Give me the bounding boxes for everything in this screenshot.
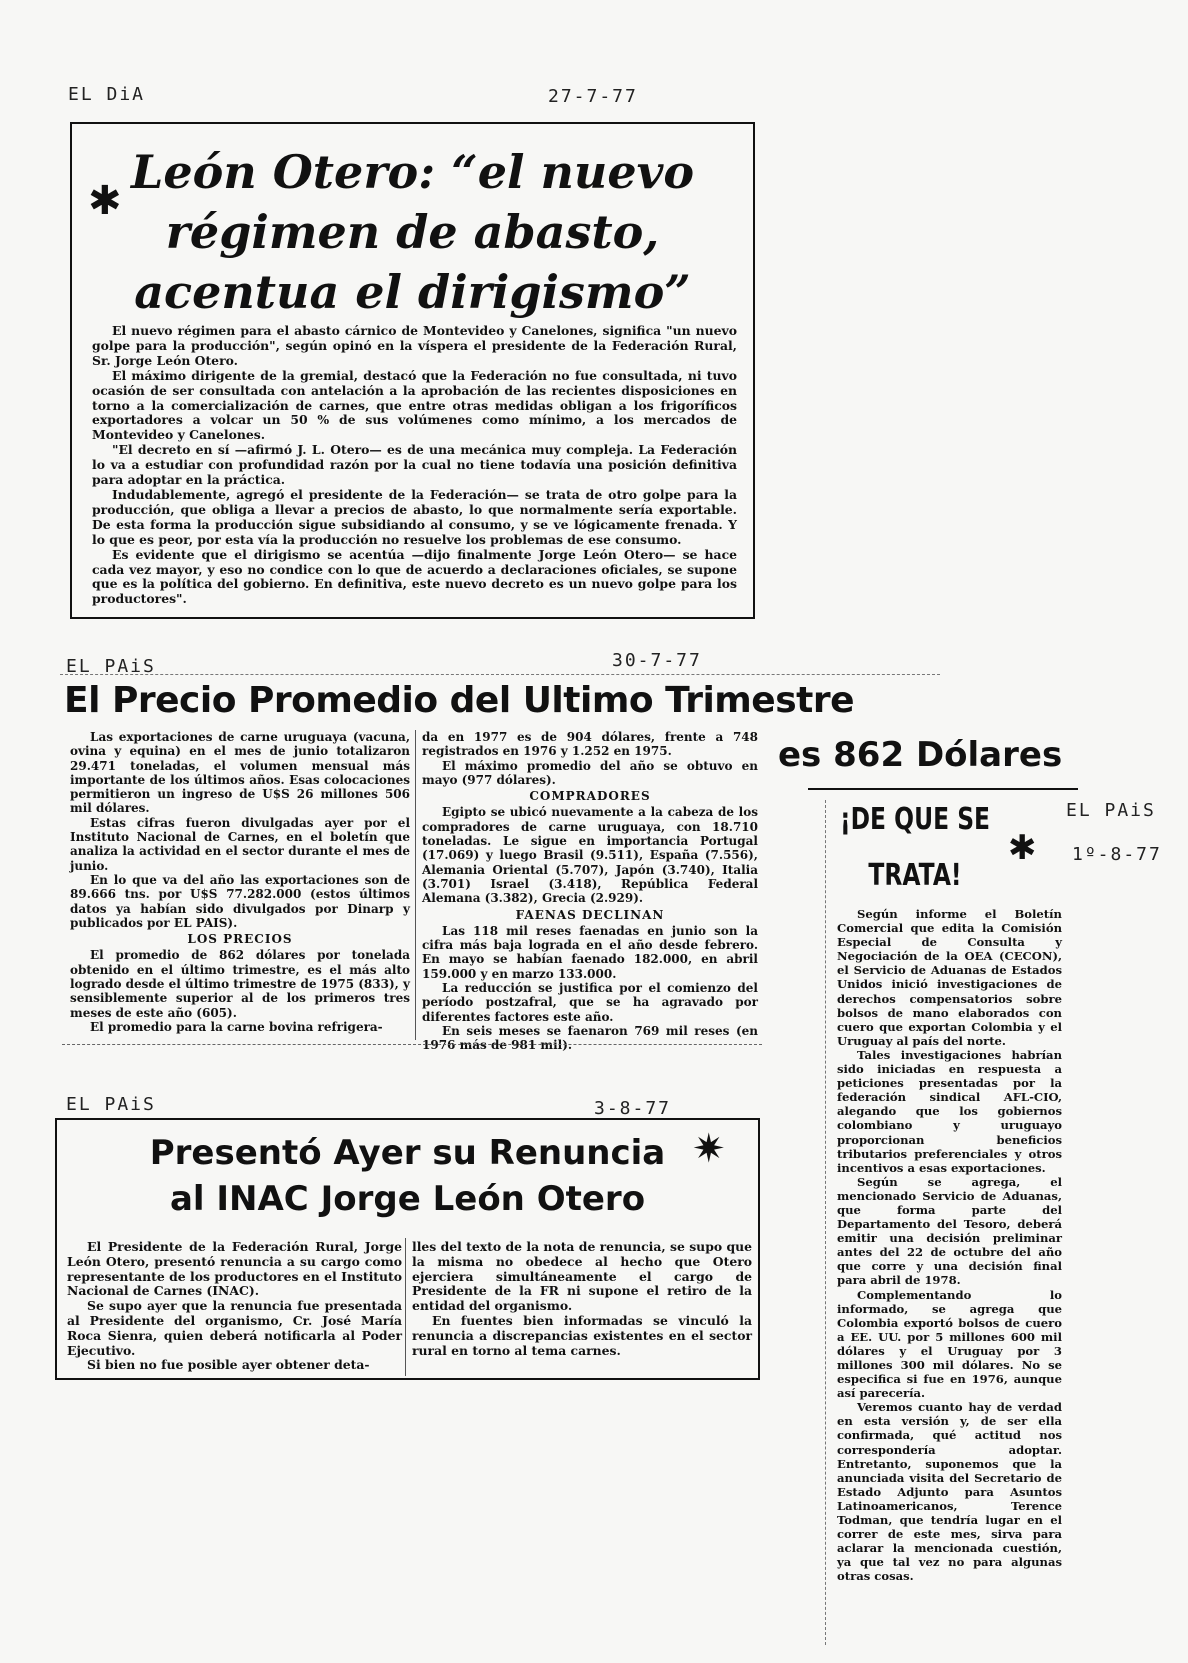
clipping1-body: [92, 324, 737, 607]
asterisk-mark-icon: ✱: [1008, 828, 1037, 868]
clipping1-paragraph: El máximo dirigente de la gremial, destacó que la Federación no fue consultada, ni tuvo ocasión de ser consultada con antelación a la aprobación de las recientes disposiciones en torno a la comercialización de carnes, que entre otras medidas obligan a los frigoríficos exportadores a volcar un 50 % de sus volúmenes como mínimo, a los mercados de Montevideo y Canelones.: [92, 367, 737, 443]
source-label-el-dia: EL DiA: [68, 84, 146, 105]
column-divider: [405, 1238, 406, 1376]
column-divider: [415, 730, 416, 1040]
clipping4-headline: ¡DE QUE SE TRATA!: [839, 802, 991, 893]
date-label-3: 3-8-77: [594, 1098, 672, 1119]
clipping3-column-2: lles del texto de la nota de renuncia, se supo que la misma no obedece al hecho que Otero ejerciera simultáneamente el cargo de Presidente de la FR ni supone el retiro de la entidad del organismo. En fuentes bien informadas se vinculó la renuncia a discrepancias existentes en el sector rural en torno al tema carnes.: [412, 1239, 752, 1358]
date-label-4: 1º-8-77: [1072, 844, 1162, 865]
clipping3-column-1: El Presidente de la Federación Rural, Jorge León Otero, presentó renuncia a su cargo como representante de los productores en el Instituto Nacional de Carnes (INAC). Se supo ayer que la renuncia fue presentada al Presidente del organismo, Cr. José María Roca Sienra, quien deberá notificarla al Poder Ejecutivo. Si bien no fue posible ayer obtener deta-: [67, 1239, 402, 1373]
source-label-el-pais-1: EL PAiS: [66, 656, 156, 677]
clipping2-headline-continuation: es 862 Dólares: [778, 735, 1063, 775]
subheading: COMPRADORES: [529, 789, 651, 804]
source-label-el-pais-3: EL PAiS: [66, 1094, 156, 1115]
divider: [62, 1044, 762, 1045]
clipping2-headline: El Precio Promedio del Ultimo Trimestre: [64, 680, 855, 721]
clipping1-paragraph: Indudablemente, agregó el presidente de la Federación— se trata de otro golpe para la producción, que obliga a llevar a precios de abasto, lo que normalmente sería exportable. De esta forma la producción sigue subsidiando al consumo, y se ve lógicamente frenada. Y lo que es peor, por esta vía la producción no resuelve los problemas de ese consumo.: [92, 486, 737, 547]
column-divider: [825, 800, 826, 1645]
asterisk-mark-icon: ✱: [88, 178, 122, 224]
clipping1-paragraph: Es evidente que el dirigismo se acentúa —dijo finalmente Jorge León Otero— se hace cada vez mayor, y eso no condice con lo que de acuerdo a declaraciones oficiales, se supone que es la política del gobierno. En definitiva, este nuevo decreto es un nuevo golpe para los productores".: [92, 546, 737, 607]
clipping4-body: Según informe el Boletín Comercial que edita la Comisión Especial de Consulta y Negociación de la OEA (CECON), el Servicio de Aduanas de Estados Unidos inició investigaciones de derechos compensatorios sobre bolsos de mano elaborados con cuero que exportan Colombia y el Uruguay al país del norte. Tales investigaciones habrían sido iniciadas en respuesta a peticiones presentadas por la federación sindical AFL-CIO, alegando que los gobiernos colombiano y uruguayo proporcionan beneficios tributarios preferenciales y otros incentivos a esas exportaciones. Según se agrega, el mencionado Servicio de Aduanas, que forma parte del Departamento del Tesoro, deberá emitir una decisión preliminar antes del 22 de octubre del año que corre y una decisión final para abril de 1978. Complementando lo informado, se agrega que Colombia exportó bolsos de cuero a EE. UU. por 5 millones 600 mil dólares y el Uruguay por 3 millones 300 mil dólares. No se especifica si fue en 1976, aunque así parecería. Veremos cuanto hay de verdad en esta versión y, de ser ella confirmada, qué actitud nos correspondería adoptar. Entretanto, suponemos que la anunciada visita del Secretario de Estado Adjunto para Asuntos Latinoamericanos, Terence Todman, que tendría lugar en el correr de este mes, sirva para aclarar la mencionada cuestión, ya que tal vez no para algunas otras cosas.: [837, 907, 1062, 1584]
subheading: LOS PRECIOS: [187, 932, 293, 947]
divider: [60, 674, 940, 675]
scribble-star-icon: ✷: [692, 1126, 726, 1172]
divider: [808, 788, 1078, 790]
clipping-renuncia: [55, 1118, 760, 1380]
clipping-el-dia: [70, 122, 755, 619]
clipping3-headline: Presentó Ayer su Renuncia al INAC Jorge León Otero: [149, 1133, 666, 1219]
clipping2-column-1: Las exportaciones de carne uruguaya (vacuna, ovina y equina) en el mes de junio totalizaron 29.471 toneladas, el volumen mensual más importante de los últimos años. Esas colocaciones permitieron un ingreso de U$S 26 millones 506 mil dólares. Estas cifras fueron divulgadas ayer por el Instituto Nacional de Carnes, en el boletín que analiza la actividad en el sector durante el mes de junio. En lo que va del año las exportaciones son de 89.666 tns. por U$S 77.282.000 (estos últimos datos ya habían sido divulgados por Dinarp y publicados por EL PAIS). LOS PRECIOS El promedio de 862 dólares por tonelada obtenido en el último trimestre, es el más alto logrado desde el último trimestre de 1975 (833), y sensiblemente superior al de los primeros tres meses de este año (605). El promedio para la carne bovina refrigera-: [70, 730, 410, 1034]
source-label-el-pais-4: EL PAiS: [1066, 800, 1156, 821]
clipping1-headline: León Otero: “el nuevo régimen de abasto, acentua el dirigismo”: [130, 145, 695, 319]
date-label-2: 30-7-77: [612, 650, 702, 671]
clipping1-paragraph: El nuevo régimen para el abasto cárnico de Montevideo y Canelones, significa "un nuevo golpe para la producción", según opinó en la víspera el presidente de la Federación Rural, Sr. Jorge León Otero.: [92, 323, 737, 368]
subheading: FAENAS DECLINAN: [515, 907, 665, 922]
clipping1-paragraph: "El decreto en sí —afirmó J. L. Otero— es de una mecánica muy compleja. La Federación lo va a estudiar con profundidad razón por la cual no tiene todavía una posición definitiva para adoptar en la práctica.: [92, 442, 737, 488]
clipping2-column-2: da en 1977 es de 904 dólares, frente a 748 registrados en 1976 y 1.252 en 1975. El máximo promedio del año se obtuvo en mayo (977 dólares). COMPRADORES Egipto se ubicó nuevamente a la cabeza de los compradores de carne uruguaya, con 18.710 toneladas. Le sigue en importancia Portugal (17.069) y luego Brasil (9.511), España (7.556), Alemania Oriental (5.707), Japón (3.740), Italia (3.701) Israel (3.418), República Federal Alemana (3.382), Grecia (2.929). FAENAS DECLINAN Las 118 mil reses faenadas en junio son la cifra más baja lograda en el año desde febrero. En mayo se habían faenado 182.000, en abril 159.000 y en marzo 133.000. La reducción se justifica por el comienzo del período postzafral, que se ha agravado por diferentes factores este año. En seis meses se faenaron 769 mil reses (en 1976 más de 981 mil).: [422, 730, 758, 1053]
date-label-1: 27-7-77: [548, 86, 638, 107]
